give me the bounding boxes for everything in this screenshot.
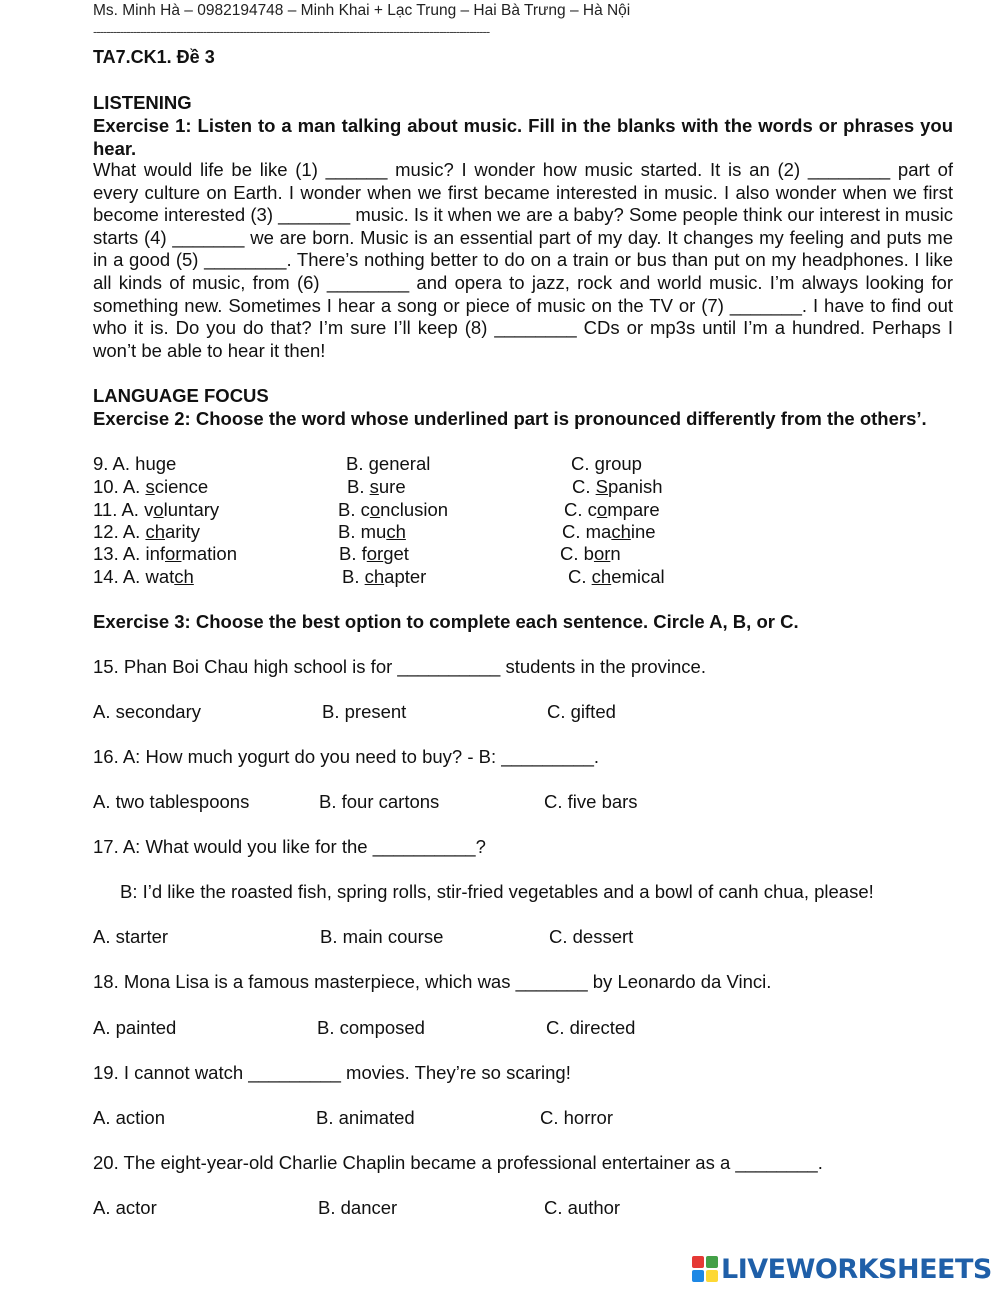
word-part: 11. A. v [93, 499, 154, 520]
option-c [571, 453, 642, 475]
word-part: 10. A. [93, 476, 146, 497]
option-a [93, 543, 237, 565]
word-part: C. ma [562, 521, 612, 542]
answer-option[interactable]: B. animated [316, 1107, 415, 1128]
logo-square [706, 1270, 718, 1282]
answer-option[interactable]: A. two tablespoons [93, 791, 250, 812]
logo-square [692, 1256, 704, 1268]
option-c [564, 499, 660, 521]
word-part: B. [342, 566, 365, 587]
word-part: 13. A. inf [93, 543, 165, 564]
underlined-part: o [596, 499, 608, 520]
option-c [562, 521, 656, 543]
answer-option[interactable]: A. action [93, 1107, 165, 1128]
word-part: B. [346, 453, 369, 474]
question-stem: 15. Phan Boi Chau high school is for __________ students in the province. [93, 656, 706, 677]
word-part: C. [571, 453, 595, 474]
answer-option[interactable]: C. author [544, 1197, 621, 1218]
word-part: 9. A. hu [93, 453, 156, 474]
option-b [339, 543, 409, 565]
liveworksheets-logo [692, 1252, 992, 1286]
underlined-part: ch [145, 521, 166, 542]
word-part: eneral [378, 453, 431, 474]
logo-text: LIVEWORKSHEETS [721, 1253, 992, 1285]
header-rule: ----------------------------------------------------------------------------------------------------------------------- [93, 24, 490, 39]
answer-option[interactable]: C. horror [540, 1107, 613, 1128]
underlined-part: o [153, 499, 164, 520]
answer-option[interactable]: A. secondary [93, 701, 201, 722]
word-part: arity [165, 521, 200, 542]
word-part: B. mu [338, 521, 387, 542]
word-part: n [610, 543, 621, 564]
word-part: nclusion [380, 499, 449, 520]
underlined-part: s [145, 476, 155, 497]
liveworksheets-logo-icon [692, 1256, 718, 1282]
answer-option[interactable]: C. five bars [544, 791, 638, 812]
word-part: apter [384, 566, 427, 587]
underlined-part: o [369, 499, 381, 520]
question-stem: 18. Mona Lisa is a famous masterpiece, which was _______ by Leonardo da Vinci. [93, 971, 772, 992]
listening-passage: What would life be like (1) ______ music? I wonder how music started. It is an (2) ________ part of every culture on Earth. I wonder when we first became interested in music. I also wonder when we first become interested (3) _______ music. Is it when we are a baby? Some people think our interest in music starts (4) _______ we are born. Music is an essential part of my day. It changes my feeling and puts me in a good (5) ________. There’s nothing better to do on a train or bus than put on my headphones. I like all kinds of music, from (6) ________ and opera to jazz, rock and world music. I’m always looking for something new. Sometimes I hear a song or piece of music on the TV or (7) _______. I have to find out who it is. Do you do that? I’m sure I’ll keep (8) ________ CDs or mp3s until I’m a hundred. Perhaps I won’t be able to hear it then! [93, 159, 953, 361]
option-b [346, 453, 430, 475]
underlined-part: or [165, 543, 182, 564]
page-header: Ms. Minh Hà – 0982194748 – Minh Khai + Lạc Trung – Hai Bà Trưng – Hà Nội [93, 2, 631, 19]
question-stem: 16. A: How much yogurt do you need to buy? - B: _________. [93, 746, 600, 767]
word-part: roup [604, 453, 642, 474]
option-c [572, 476, 663, 498]
underlined-part: ch [611, 521, 631, 542]
underlined-part: ch [386, 521, 406, 542]
word-part: B. f [339, 543, 367, 564]
answer-option[interactable]: A. starter [93, 926, 169, 947]
underlined-part: or [593, 543, 611, 564]
option-b [338, 499, 448, 521]
underlined-part: g [594, 453, 605, 474]
word-part: 14. A. wat [93, 566, 175, 587]
option-a [93, 476, 208, 498]
logo-square [706, 1256, 718, 1268]
answer-option[interactable]: B. main course [320, 926, 444, 947]
word-part: C. c [564, 499, 597, 520]
word-part: ine [630, 521, 656, 542]
underlined-part: or [366, 543, 384, 564]
answer-option[interactable]: B. four cartons [319, 791, 440, 812]
exercise2-title: Exercise 2: Choose the word whose underlined part is pronounced differently from the others’. [93, 408, 927, 429]
underlined-part: ch [174, 566, 194, 587]
answer-option[interactable]: B. present [322, 701, 407, 722]
option-c [560, 543, 621, 565]
exercise3-title: Exercise 3: Choose the best option to complete each sentence. Circle A, B, or C. [93, 611, 799, 632]
option-a [93, 566, 194, 588]
underlined-part: ch [591, 566, 612, 587]
logo-square [692, 1270, 704, 1282]
word-part: B. [347, 476, 370, 497]
answer-option[interactable]: A. painted [93, 1017, 177, 1038]
word-part: luntary [163, 499, 220, 520]
option-b [338, 521, 406, 543]
exercise1-title: Exercise 1: Listen to a man talking about music. Fill in the blanks with the words or phrases you hear. [93, 115, 953, 159]
answer-option[interactable]: B. dancer [318, 1197, 398, 1218]
option-a [93, 453, 176, 475]
underlined-part: s [369, 476, 379, 497]
answer-option[interactable]: C. gifted [547, 701, 616, 722]
word-part: panish [607, 476, 663, 497]
word-part: emical [611, 566, 665, 587]
word-part: cience [154, 476, 209, 497]
question-stem-reply: B: I’d like the roasted fish, spring rolls, stir-fried vegetables and a bowl of canh chua, please! [120, 881, 874, 902]
answer-option[interactable]: A. actor [93, 1197, 157, 1218]
answer-option[interactable]: C. directed [546, 1017, 636, 1038]
word-part: get [383, 543, 409, 564]
question-stem: 19. I cannot watch _________ movies. They’re so scaring! [93, 1062, 571, 1083]
listening-heading: LISTENING [93, 92, 192, 113]
word-part: 12. A. [93, 521, 146, 542]
word-part: ure [378, 476, 406, 497]
word-part: B. c [338, 499, 370, 520]
word-part: mpare [607, 499, 660, 520]
word-part: C. [568, 566, 592, 587]
option-a [93, 521, 200, 543]
question-stem: 20. The eight-year-old Charlie Chaplin became a professional entertainer as a ________. [93, 1152, 823, 1173]
option-c [568, 566, 665, 588]
answer-option[interactable]: B. composed [317, 1017, 425, 1038]
option-b [342, 566, 426, 588]
option-a [93, 499, 219, 521]
underlined-part: S [595, 476, 608, 497]
underlined-part: g [155, 453, 167, 474]
word-part: C. b [560, 543, 594, 564]
word-part: C. [572, 476, 596, 497]
underlined-part: g [368, 453, 379, 474]
word-part: mation [181, 543, 237, 564]
answer-option[interactable]: C. dessert [549, 926, 634, 947]
word-part: e [166, 453, 177, 474]
language-focus-heading: LANGUAGE FOCUS [93, 385, 269, 406]
option-b [347, 476, 406, 498]
underlined-part: ch [364, 566, 385, 587]
page-title: TA7.CK1. Đề 3 [93, 47, 215, 67]
question-stem: 17. A: What would you like for the __________? [93, 836, 486, 857]
